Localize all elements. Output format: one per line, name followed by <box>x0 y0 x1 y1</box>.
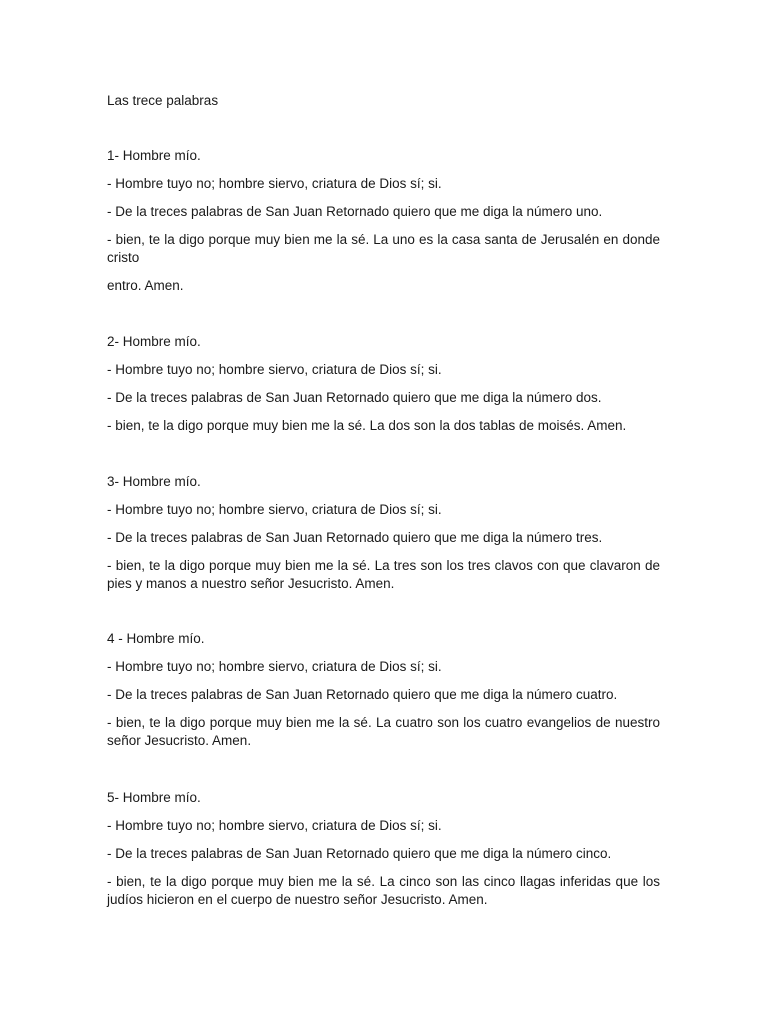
section-line: - De la treces palabras de San Juan Retornado quiero que me diga la número cuatro. <box>107 687 618 702</box>
section-paragraph: - bien, te la digo porque muy bien me la sé. La cuatro son los cuatro evangelios de nuestro señor Jesucristo. Amen. <box>107 715 660 748</box>
section-line: - De la treces palabras de San Juan Retornado quiero que me diga la número tres. <box>107 530 603 545</box>
section-heading: 2- Hombre mío. <box>107 334 201 349</box>
section-line: - Hombre tuyo no; hombre siervo, criatura de Dios sí; si. <box>107 176 442 191</box>
section-heading: 5- Hombre mío. <box>107 790 201 805</box>
section-5 <box>107 789 660 909</box>
section-4 <box>107 630 660 750</box>
section-line: - De la treces palabras de San Juan Retornado quiero que me diga la número uno. <box>107 204 603 219</box>
section-3 <box>107 473 660 593</box>
section-line: - Hombre tuyo no; hombre siervo, criatura de Dios sí; si. <box>107 818 442 833</box>
document-title: Las trece palabras <box>107 93 219 108</box>
section-line: - De la treces palabras de San Juan Retornado quiero que me diga la número cinco. <box>107 846 612 861</box>
section-line: - bien, te la digo porque muy bien me la sé. La dos son la dos tablas de moisés. Amen. <box>107 418 627 433</box>
section-heading: 3- Hombre mío. <box>107 474 201 489</box>
section-1 <box>107 147 660 295</box>
section-paragraph: - bien, te la digo porque muy bien me la sé. La cinco son las cinco llagas inferidas que los judíos hicieron en el cuerpo de nuestro señor Jesucristo. Amen. <box>107 874 660 907</box>
section-paragraph: - bien, te la digo porque muy bien me la sé. La tres son los tres clavos con que clavaron de pies y manos a nuestro señor Jesucristo. Amen. <box>107 558 660 591</box>
section-line: - Hombre tuyo no; hombre siervo, criatura de Dios sí; si. <box>107 659 442 674</box>
section-heading: 1- Hombre mío. <box>107 148 201 163</box>
section-paragraph: - bien, te la digo porque muy bien me la sé. La uno es la casa santa de Jerusalén en donde cristo <box>107 232 660 265</box>
section-2 <box>107 333 660 435</box>
section-line: - De la treces palabras de San Juan Retornado quiero que me diga la número dos. <box>107 390 602 405</box>
section-heading: 4 - Hombre mío. <box>107 631 205 646</box>
section-line: - Hombre tuyo no; hombre siervo, criatura de Dios sí; si. <box>107 502 442 517</box>
section-line: entro. Amen. <box>107 278 184 293</box>
section-line: - Hombre tuyo no; hombre siervo, criatura de Dios sí; si. <box>107 362 442 377</box>
